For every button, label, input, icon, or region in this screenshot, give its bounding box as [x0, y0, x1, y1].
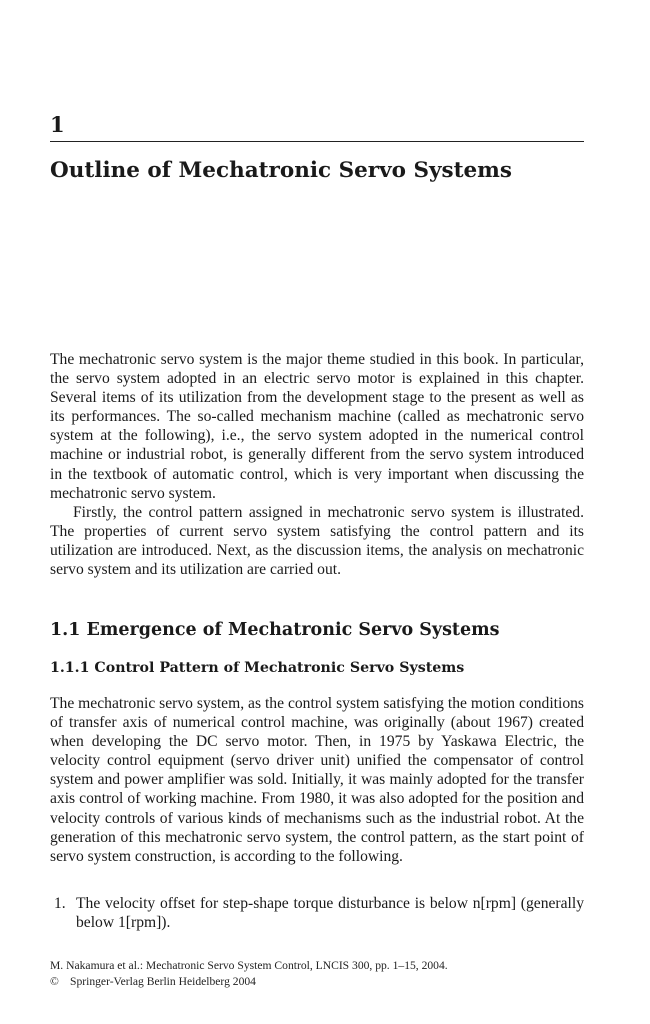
- footer-citation: M. Nakamura et al.: Mechatronic Servo System Control, LNCIS 300, pp. 1–15, 2004.: [50, 959, 448, 972]
- intro-paragraph: The mechatronic servo system is the major theme studied in this book. In particular, the servo system adopted in an electric servo motor is explained in this chapter. Several items of its utilization from the development stage to the present as well as its performances. The so-called mechanism machine (called as mechatronic servo system at the following), i.e., the servo system adopted in the numerical control machine or industrial robot, is generally different from the servo system introduced in the textbook of automatic control, which is very important when discussing the mechatronic servo system.: [50, 351, 584, 502]
- chapter-rule: [50, 141, 584, 142]
- page-footer: [50, 958, 584, 989]
- chapter-title: Outline of Mechatronic Servo Systems: [50, 158, 513, 183]
- subsection-title: 1.1.1 Control Pattern of Mechatronic Servo Systems: [50, 660, 465, 676]
- book-page: [50, 0, 584, 1024]
- section-paragraph: The mechatronic servo system, as the control system satisfying the motion conditions of transfer axis of numerical control machine, was originally (about 1967) created when developing the DC servo motor. Then, in 1975 by Yaskawa Electric, the velocity control equipment (servo driver unit) unified the compensator of control system and power amplifier was sold. Initially, it was mainly adopted for the transfer axis control of working machine. From 1980, it was also adopted for the position and velocity controls of various kinds of mechanisms such as the industrial robot. At the generation of this mechatronic servo system, the control pattern, as the start point of servo system construction, is according to the following.: [50, 695, 584, 865]
- footer-publisher: Springer-Verlag Berlin Heidelberg 2004: [70, 974, 256, 988]
- section-body: [50, 694, 584, 866]
- list-item: [50, 894, 584, 932]
- list-item-marker: 1.: [54, 895, 66, 912]
- footer-copyright: [50, 974, 584, 990]
- copyright-symbol: ©: [50, 974, 59, 988]
- chapter-number: 1: [50, 112, 65, 137]
- intro-paragraph: Firstly, the control pattern assigned in mechatronic servo system is illustrated. The properties of current servo system satisfying the control pattern and its utilization are introduced. Next, as the discussion items, the analysis on mechatronic servo system and its utilization are carried out.: [50, 503, 584, 579]
- list-item-text: The velocity offset for step-shape torque disturbance is below n[rpm] (generally below 1[rpm]).: [76, 895, 584, 932]
- chapter-intro: [50, 350, 584, 579]
- control-pattern-list: [50, 894, 584, 932]
- section-title: 1.1 Emergence of Mechatronic Servo Systems: [50, 620, 500, 640]
